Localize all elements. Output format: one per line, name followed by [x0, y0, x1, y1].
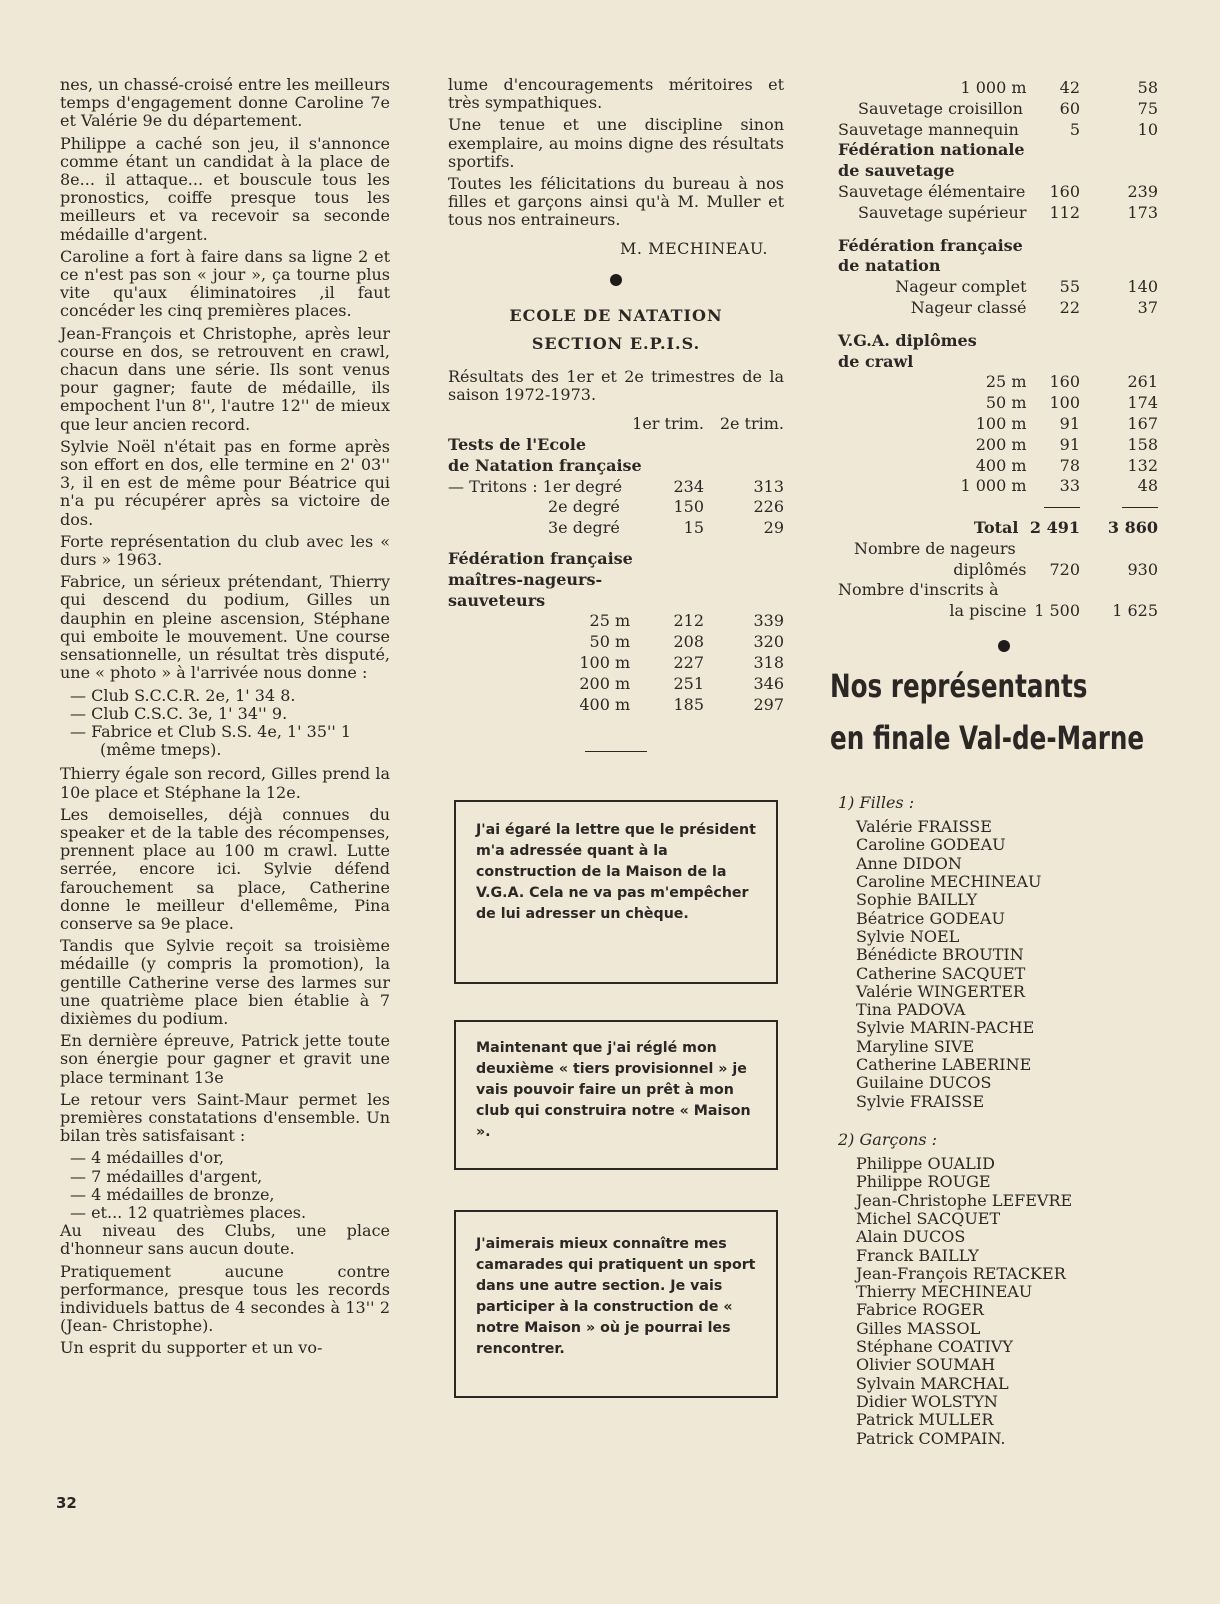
table-row	[838, 476, 1158, 497]
table-row	[838, 99, 1158, 120]
row-label: Nageur complet	[895, 277, 1027, 297]
table-row	[838, 601, 1158, 622]
paragraph: Les demoiselles, déjà connues du speaker et de la table des récompenses, prennent place au 100 m crawl. Lutte serrée, encore ici. Sylvie défend farouchement sa place, Catherine donne le meilleur d'ellemême, Pina conserve sa 9e place.	[60, 804, 390, 933]
list-item: Alain DUCOS	[856, 1227, 966, 1247]
table-row	[448, 695, 784, 716]
cell-trim1: 78	[1059, 455, 1081, 475]
cell-trim2: 48	[1137, 476, 1158, 496]
girls-label: 1) Filles :	[838, 792, 915, 812]
bullet-separator	[610, 274, 622, 286]
cell-trim2: 140	[1127, 277, 1158, 297]
table-row	[838, 560, 1158, 581]
list-item: Didier WOLSTYN	[856, 1391, 998, 1411]
cell-trim1: 22	[1059, 297, 1081, 317]
row-label: Nombre d'inscrits à	[838, 580, 999, 600]
table-row	[448, 674, 784, 695]
title-line-1: Nos représentants	[830, 666, 1088, 705]
total-row	[838, 518, 1158, 539]
short-rule-divider	[585, 751, 647, 752]
cell-trim1: 212	[673, 611, 704, 631]
list-item: Béatrice GODEAU	[856, 908, 1005, 928]
row-label: 3e degré	[548, 518, 620, 538]
paragraph: Une tenue et une discipline sinon exemplaire, au moins digne des résultats sportifs.	[448, 115, 784, 171]
cell-trim2: 320	[753, 632, 784, 652]
cell-trim2: 158	[1127, 434, 1158, 454]
table-row	[448, 632, 784, 653]
list-item: Maryline SIVE	[856, 1036, 975, 1056]
table-group-title: Fédération française	[448, 549, 633, 569]
col1-paragraphs-3	[60, 1222, 390, 1357]
list-item: Thierry MECHINEAU	[856, 1282, 1033, 1302]
quote-box-3: J'aimerais mieux connaître mes camarades qui pratiquent un sport dans une autre section. Je vais participer à la construction de « notre Maison » où je pourrai les rencontrer.	[454, 1210, 778, 1398]
cell-trim1: 160	[1049, 181, 1081, 201]
table-row	[838, 456, 1158, 477]
results-table-2	[838, 78, 1158, 622]
table-row	[448, 518, 784, 539]
table-group-title: de Natation française	[448, 455, 642, 475]
paragraph: Le retour vers Saint-Maur permet les premières constatations d'ensemble. Un bilan très satisfaisant :	[60, 1089, 390, 1146]
cell-trim1: 227	[673, 653, 704, 672]
list-item: — 4 médailles d'or,	[70, 1148, 225, 1168]
list-item: Michel SACQUET	[856, 1208, 1001, 1228]
cell-trim1: 251	[673, 673, 704, 693]
cell-trim1: 208	[673, 632, 704, 652]
cell-trim1: 15	[683, 518, 704, 538]
girls-list	[838, 818, 1158, 1111]
signature: M. MECHINEAU.	[620, 238, 768, 258]
list-item: Bénédicte BROUTIN	[856, 945, 1024, 965]
rule	[1122, 507, 1158, 508]
paragraph: Au niveau des Clubs, une place d'honneur sans aucun doute.	[60, 1221, 390, 1259]
list-item: Jean-François RETACKER	[856, 1263, 1066, 1283]
finalists-title	[830, 660, 1153, 764]
cell-trim2: 167	[1127, 413, 1158, 433]
row-label: 1 000 m	[960, 78, 1027, 97]
cell-trim2: 132	[1127, 455, 1158, 475]
results-table-1	[448, 414, 784, 715]
list-item: Philippe OUALID	[856, 1154, 995, 1174]
list-item: Guilaine DUCOS	[856, 1073, 992, 1093]
cell-trim2: 261	[1127, 372, 1158, 392]
cell-trim1: 720	[1049, 559, 1081, 579]
results-intro: Résultats des 1er et 2e trimestres de la saison 1972-1973.	[448, 366, 784, 405]
table-row	[838, 182, 1158, 203]
table-group-title: maîtres-nageurs-	[448, 569, 603, 589]
list-item: (même tmeps).	[100, 740, 222, 760]
table-row	[838, 372, 1158, 393]
list-item: Sylvie FRAISSE	[856, 1091, 985, 1111]
section-subheading: SECTION E.P.I.S.	[531, 333, 701, 353]
col1-paragraphs-2	[60, 765, 390, 1145]
table-row	[838, 298, 1158, 319]
col1-paragraphs	[60, 76, 390, 683]
list-item: — Fabrice et Club S.S. 4e, 1' 35'' 1	[70, 721, 352, 741]
cell-trim1: 42	[1059, 78, 1081, 97]
article-column-2	[448, 76, 784, 1398]
table-row	[838, 435, 1158, 456]
cell-trim2: 173	[1127, 202, 1158, 222]
row-label: Sauvetage élémentaire	[838, 181, 1026, 201]
row-label: Nombre de nageurs	[854, 538, 1016, 558]
cell-trim1: 33	[1059, 476, 1081, 496]
list-item: Philippe ROUGE	[856, 1172, 991, 1192]
rule	[1044, 507, 1080, 508]
article-column-1	[60, 76, 390, 1362]
row-label: 25 m	[985, 372, 1027, 392]
cell-trim2: 339	[753, 611, 784, 631]
paragraph: Tandis que Sylvie reçoit sa troisième médaille (y compris la promotion), la gentille Catherine verse des larmes sur une quatrième place bien établie à 7 dixièmes du podium.	[60, 936, 390, 1028]
cell-trim2: 1 625	[1112, 601, 1158, 621]
paragraph: nes, un chassé-croisé entre les meilleurs temps d'engagement donne Caroline 7e et Valérie 9e du département.	[60, 75, 390, 131]
list-item: Valérie WINGERTER	[856, 981, 1025, 1001]
cell-trim1: 55	[1059, 277, 1081, 297]
cell-trim2: 58	[1137, 78, 1158, 97]
list-item: Tina PADOVA	[856, 1000, 966, 1020]
list-item: Fabrice ROGER	[856, 1300, 984, 1320]
list-item: Anne DIDON	[856, 853, 962, 873]
row-label: 50 m	[985, 393, 1027, 413]
table-row	[838, 393, 1158, 414]
row-label: 200 m	[579, 673, 631, 693]
paragraph: Forte représentation du club avec les « durs » 1963.	[60, 531, 390, 570]
row-label: diplômés	[953, 559, 1027, 579]
cell-trim2: 37	[1137, 297, 1158, 317]
total-trim2: 3 860	[1107, 517, 1158, 537]
list-item: — 4 médailles de bronze,	[70, 1184, 275, 1204]
section-heading: ECOLE DE NATATION	[509, 305, 723, 325]
list-item: — Club S.C.C.R. 2e, 1' 34 8.	[70, 685, 296, 705]
cell-trim1: 100	[1049, 393, 1081, 413]
row-label: 100 m	[975, 413, 1027, 433]
cell-trim2: 75	[1137, 98, 1158, 118]
cell-trim1: 150	[673, 497, 704, 517]
list-item: Sylvie NOEL	[856, 926, 960, 946]
paragraph: lume d'encouragements méritoires et très sympathiques.	[448, 75, 784, 113]
list-item: — et... 12 quatrièmes places.	[70, 1202, 307, 1222]
table-row	[838, 203, 1158, 224]
cell-trim1: 5	[1069, 119, 1081, 139]
row-label: 400 m	[579, 694, 631, 714]
list-item: Stéphane COATIVY	[856, 1337, 1013, 1357]
paragraph: Caroline a fort à faire dans sa ligne 2 et ce n'est pas son « jour », ça tourne plus vite qu'aux éliminatoires ,il faut concéder les cinq premières places.	[60, 246, 390, 321]
column-header: 2e trim.	[719, 414, 784, 434]
article-column-3	[830, 78, 1158, 1448]
row-label: 100 m	[579, 653, 631, 672]
column-header: 1er trim.	[632, 414, 704, 434]
row-label: 25 m	[589, 611, 631, 631]
list-item: Patrick MULLER	[856, 1410, 994, 1430]
list-item: Caroline MECHINEAU	[856, 872, 1042, 892]
cell-trim2: 318	[753, 653, 784, 672]
table-row	[448, 653, 784, 674]
table-group-title: de crawl	[838, 351, 914, 371]
list-item: Caroline GODEAU	[856, 835, 1006, 855]
list-item: Valérie FRAISSE	[856, 817, 992, 837]
table-row	[838, 277, 1158, 298]
table-group-title: Tests de l'Ecole	[448, 435, 587, 455]
paragraph: Thierry égale son record, Gilles prend la 10e place et Stéphane la 12e.	[60, 764, 390, 802]
medal-list	[60, 1149, 390, 1222]
list-item: Franck BAILLY	[856, 1245, 979, 1265]
row-label: 200 m	[975, 434, 1027, 454]
row-label: la piscine	[949, 601, 1027, 621]
paragraph: Un esprit du supporter et un vo-	[60, 1338, 323, 1358]
cell-trim2: 174	[1127, 393, 1158, 413]
list-item: Patrick COMPAIN.	[856, 1428, 1006, 1448]
cell-trim1: 60	[1059, 98, 1081, 118]
list-item: Jean-Christophe LEFEVRE	[856, 1190, 1073, 1210]
total-trim1: 2 491	[1029, 517, 1081, 537]
cell-trim2: 239	[1127, 181, 1158, 201]
cell-trim2: 297	[753, 694, 784, 714]
row-label: 2e degré	[548, 497, 620, 517]
cell-trim1: 91	[1059, 434, 1081, 454]
paragraph: Sylvie Noël n'était pas en forme après son effort en dos, elle termine en 2' 03'' 3, il en est de même pour Béatrice qui n'a pu récupérer après sa victoire de dos.	[60, 436, 390, 529]
total-label: Total	[973, 517, 1019, 537]
row-label: 50 m	[589, 632, 631, 652]
cell-trim2: 29	[763, 518, 784, 538]
cell-trim2: 313	[753, 476, 784, 496]
table-row	[838, 120, 1158, 141]
boys-label: 2) Garçons :	[838, 1129, 938, 1149]
table-group-title: de sauvetage	[838, 161, 955, 181]
list-item: Olivier SOUMAH	[856, 1355, 996, 1375]
row-label: 1 000 m	[960, 476, 1027, 496]
list-item: — 7 médailles d'argent,	[70, 1166, 263, 1186]
cell-trim2: 930	[1127, 559, 1158, 579]
list-item: Catherine SACQUET	[856, 963, 1026, 983]
table-group-title: Fédération française	[838, 235, 1023, 255]
table-group-title: sauveteurs	[448, 590, 546, 610]
table-group-title: Fédération nationale	[838, 140, 1025, 160]
quote-box-1: J'ai égaré la lettre que le président m'a adressée quant à la construction de la Maison de la V.G.A. Cela ne va pas m'empêcher de lui adresser un chèque.	[454, 800, 778, 984]
row-label: 400 m	[975, 455, 1027, 475]
cell-trim1: 160	[1049, 372, 1081, 392]
cell-trim2: 346	[753, 673, 784, 693]
cell-trim2: 226	[753, 497, 784, 517]
list-item: — Club C.S.C. 3e, 1' 34'' 9.	[70, 703, 288, 723]
quote-box-2: Maintenant que j'ai réglé mon deuxième « tiers provisionnel » je vais pouvoir faire un prêt à mon club qui construira notre « Maison ».	[454, 1020, 778, 1170]
paragraph: Philippe a caché son jeu, il s'annonce comme étant un candidat à la place de 8e... il attaque... et bouscule tous les pronostics, coiffe presque tous les meilleurs et va recevoir sa seconde médaille d'argent.	[60, 133, 390, 244]
paragraph: Fabrice, un sérieux prétendant, Thierry qui descend du podium, Gilles un dauphin en pleine ascension, Stéphane qui emboite le mouvement. Une course sensationnelle, un résultat très disputé, une « photo » à l'arrivée nous donne :	[60, 572, 390, 683]
cell-trim1: 234	[673, 476, 704, 496]
row-label: Sauvetage supérieur	[858, 202, 1027, 222]
page-number: 32	[56, 1494, 77, 1512]
table-row	[448, 611, 784, 632]
paragraph: En dernière épreuve, Patrick jette toute son énergie pour gagner et gravit une place terminant 13e	[60, 1031, 390, 1087]
list-item: Sylvie MARIN-PACHE	[856, 1018, 1035, 1038]
paragraph: Pratiquement aucune contre performance, presque tous les records individuels battus de 4 secondes à 13'' 2 (Jean- Christophe).	[60, 1261, 390, 1336]
table-group-title: de natation	[838, 256, 941, 276]
row-label: Sauvetage croisillon	[858, 98, 1023, 118]
list-item: Sophie BAILLY	[856, 890, 978, 910]
table-row	[448, 497, 784, 518]
table-group-title: V.G.A. diplômes	[838, 330, 977, 350]
row-label: Sauvetage mannequin	[838, 119, 1019, 139]
row-label: Nageur classé	[910, 297, 1027, 317]
cell-trim1: 112	[1049, 202, 1081, 222]
cell-trim1: 1 500	[1034, 601, 1081, 621]
paragraph: Jean-François et Christophe, après leur course en dos, se retrouvent en crawl, chacun dans une série. Ils sont venus pour gagner; faute de médaille, ils empochent l'un 8'', l'autre 12'' de mieux que leur ancien record.	[60, 323, 390, 434]
list-item: Gilles MASSOL	[856, 1318, 981, 1338]
bullet-separator	[998, 640, 1010, 652]
cell-trim1: 185	[673, 694, 704, 714]
cell-trim1: 91	[1059, 413, 1081, 433]
table-row	[838, 414, 1158, 435]
paragraph: Toutes les félicitations du bureau à nos filles et garçons ainsi qu'à M. Muller et tous nos entraineurs.	[448, 174, 784, 230]
list-item: Sylvain MARCHAL	[856, 1373, 1009, 1393]
list-item: Catherine LABERINE	[856, 1054, 1032, 1074]
photo-finish-list	[60, 687, 390, 760]
cell-trim2: 10	[1137, 119, 1158, 139]
row-label: — Tritons : 1er degré	[448, 476, 623, 496]
table-row	[838, 78, 1158, 99]
total-rules	[838, 497, 1158, 518]
table-row	[448, 477, 784, 498]
boys-list	[838, 1155, 1158, 1448]
title-line-2: en finale Val-de-Marne	[830, 718, 1145, 757]
